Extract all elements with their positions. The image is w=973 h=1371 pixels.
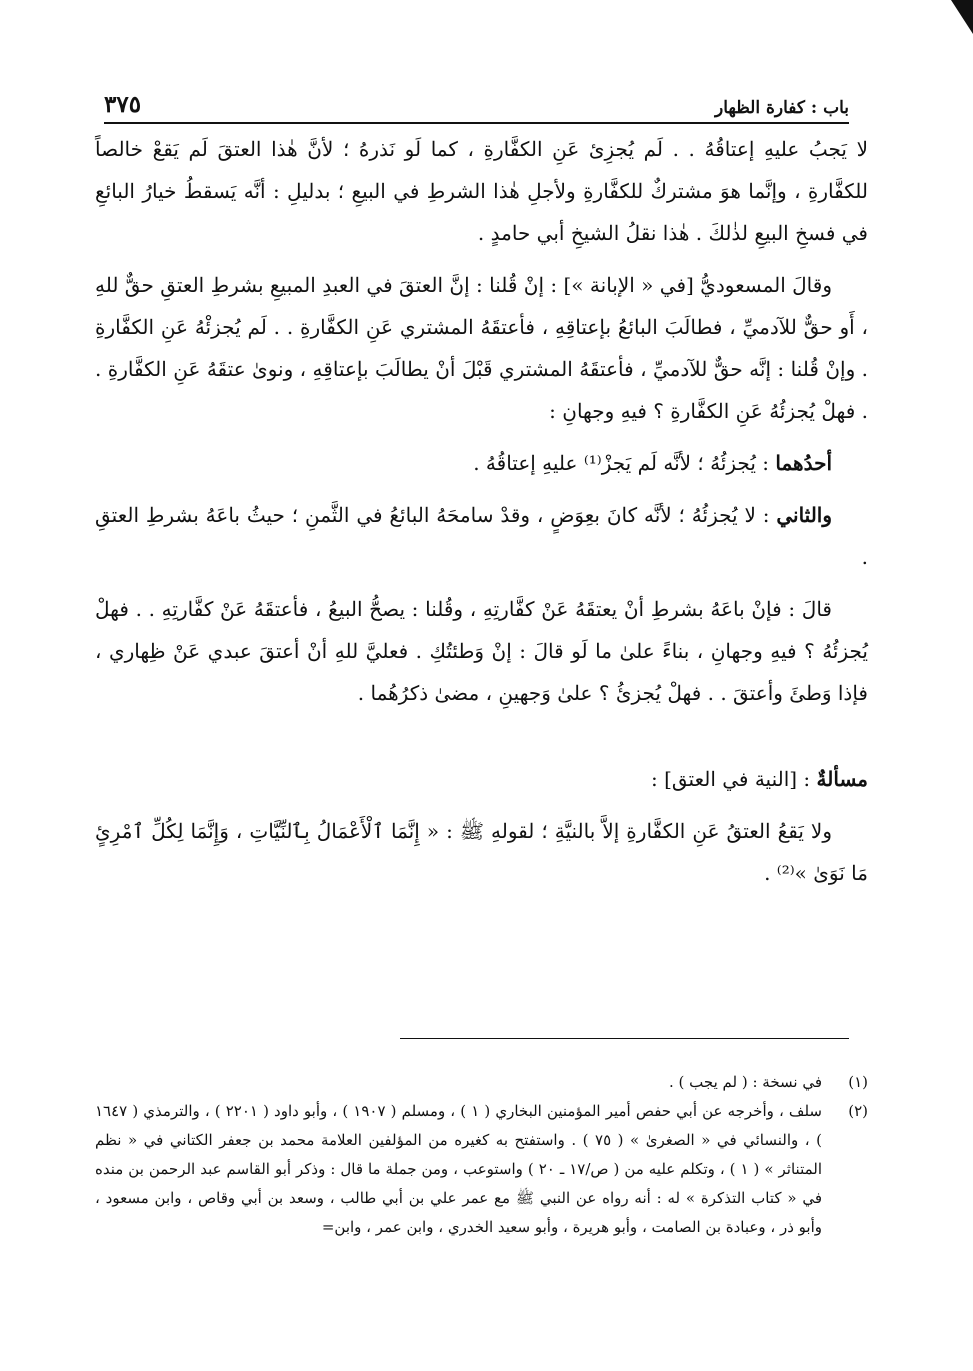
paragraph bbox=[95, 494, 868, 578]
footnote-text: في نسخة : ( لم يجب ) . bbox=[669, 1073, 822, 1091]
footnote-number: (٢) bbox=[848, 1102, 868, 1120]
opinion-label: والثاني bbox=[776, 503, 833, 527]
footnote-text: سلف ، وأخرجه عن أبي حفص أمير المؤمنين البخاري ( ١ ) ، ومسلم ( ١٩٠٧ ) ، وأبو داود ( ٢٢٠١ ) ، والترمذي ( ١٦٤٧ ) ، والنسائي في « الصغرىٰ » ( ٧٥ ) . واستفتح به كغيره من المؤلفين العلامة محمد بن جعفر الكتاني في « نظم المتناثر » ( ١ ) ، وتكلم عليه من ( ص/١٧ ـ ٢٠ ) واستوعب ، ومن جملة ما قال : وذكر أبو القاسم عبد الرحمن بن منده في « كتاب التذكرة » له : أنه رواه عن النبي ﷺ مع عمر علي بن أبي طالب ، وسعد بن أبي وقاص ، وابن مسعود ، وأبو ذر ، وعبادة بن الصامت ، وأبو هريرة ، وأبو سعيد الخدري ، وابن عمر ، وابن= bbox=[95, 1102, 823, 1236]
footnote bbox=[95, 1097, 868, 1242]
paragraph: لا يَجبُ عليهِ إعتاقُهُ . . لَم يُجزِئ عَنِ الكفَّارةِ ، كما لَو نَذرهُ ؛ لأنَّ هٰذا العتقَ لَم يَقعْ خالصاً للكفَّارةِ ، وإنَّما هوَ مشتركٌ للكفَّارةِ ولأجلِ هٰذا الشرطِ في البيعِ ؛ بدليلِ : أنَّه يَسقطُ خيارُ البائعِ في فسخِ البيعِ لذٰلكَ . هٰذا نقلُ الشيخِ أبي حامدٍ . bbox=[95, 137, 868, 245]
opinion-text: : يُجزئُهُ ؛ لأنَّه لَم يَجزْ⁽¹⁾ عليهِ إعتاقُهُ . bbox=[473, 451, 776, 475]
footnote-number: (١) bbox=[848, 1073, 868, 1091]
footnote bbox=[95, 1068, 868, 1097]
chapter-title: باب : كفارة الظهار bbox=[714, 98, 849, 118]
masala-title: : [النية في العتق] : bbox=[650, 767, 817, 791]
page-number: ٣٧٥ bbox=[104, 91, 142, 118]
opinion-label: أحدُهما bbox=[775, 451, 832, 475]
paragraph: قالَ : فإنْ باعَهُ بشرطِ أنْ يعتقَهُ عَنْ كفَّارتِهِ ، وقُلنا : يصحُّ البيعُ ، فأعتقَهُ عَنْ كفَّارتِهِ . . فهلْ يُجزئُهُ ؟ فيهِ وجهانِ ، بناءً علىٰ ما لَو قالَ : إنْ وَطئتُكِ . فعليَّ للهِ أنْ أعتقَ عبدي عَنْ ظِهاري ، فإذا وَطئَ وأعتقَ . . فهلْ يُجزئُ ؟ علىٰ وَجهينِ ، مضىٰ ذكرُهُما . bbox=[95, 597, 868, 705]
page-corner-mark bbox=[951, 0, 973, 34]
section-heading bbox=[95, 758, 868, 800]
section-gap bbox=[95, 724, 868, 758]
running-header bbox=[104, 84, 849, 124]
footnotes bbox=[95, 1068, 868, 1242]
masala-label: مسألةٌ bbox=[816, 767, 868, 791]
opinion-text: : لا يُجزئُهُ ؛ لأنَّه كانَ بعِوَضٍ ، وقدْ سامحَهُ البائعُ في الثَّمنِ ؛ حيثُ باعَهُ بشرطِ العتقِ . bbox=[95, 503, 868, 569]
main-text bbox=[95, 128, 868, 904]
paragraph: وقالَ المسعوديُّ [في « الإبانة »] : إنْ قُلنا : إنَّ العتقَ في العبدِ المبيعِ بشرطِ العتقِ حقٌّ للهِ ، أَو حقٌّ للآدميِّ ، فطالَبَ البائعُ بإعتاقِهِ ، فأعتقَهُ المشتري عَنِ الكفَّارةِ . . لَم يُجزئْهُ عَنِ الكفَّارةِ . وإنْ قُلنا : إنَّه حقٌّ للآدميِّ ، فأعتقَهُ المشتري قَبْلَ أنْ يطالَبَ بإعتاقِهِ ، ونوىٰ عتقَهُ عَنِ الكفَّارةِ . . فهلْ يُجزئُهُ عَنِ الكفَّارةِ ؟ فيهِ وجهانِ : bbox=[95, 273, 868, 423]
paragraph bbox=[95, 442, 868, 484]
paragraph: ولا يَقعُ العتقُ عَنِ الكفَّارةِ إلاَّ بالنيَّةِ ؛ لقولهِ ﷺ : « إِنَّمَا ٱلْأَعْمَالُ بِٱلنِّيَّاتِ ، وَإِنَّمَا لِكُلِّ ٱمْرِئٍ مَا نَوَىٰ »⁽²⁾ . bbox=[95, 819, 868, 885]
footnote-divider bbox=[400, 1038, 849, 1039]
